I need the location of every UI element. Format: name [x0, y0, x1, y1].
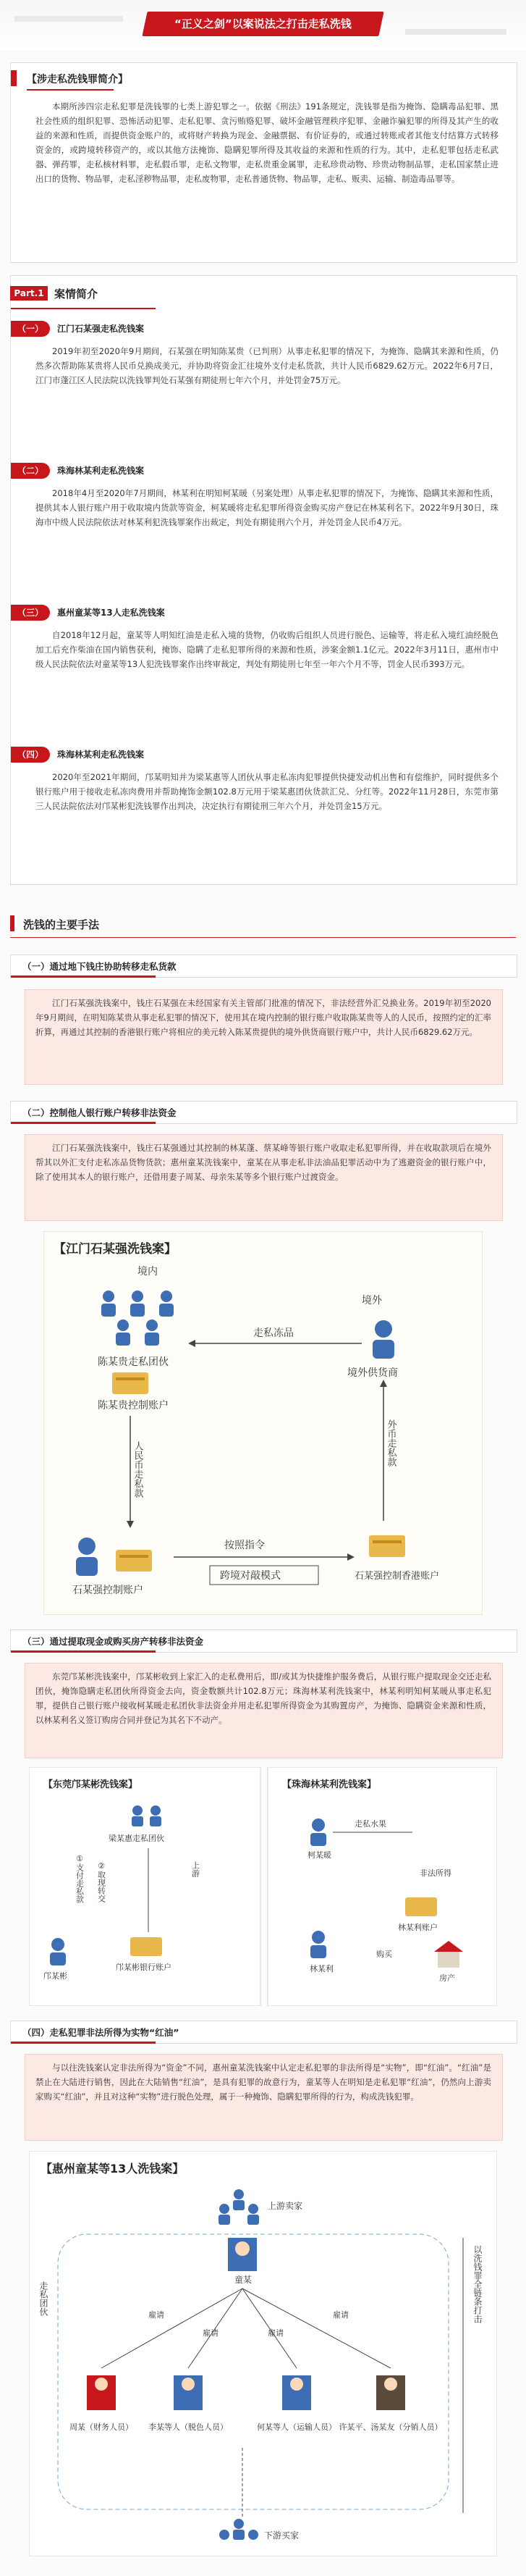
svg-text:①支付走私款: ①支付走私款 [75, 1854, 85, 1903]
svg-text:外币走私款: 外币走私款 [385, 1419, 396, 1467]
domestic-label: 境内 [137, 1266, 158, 1277]
role-1-icon [87, 2375, 116, 2410]
case-1-text: 2019年初至2020年9月期间，石某强在明知陈某贵（已判刑）从事走私犯罪的情况下，为掩饰、隐瞒其来源和性质，仍然多次帮助陈某贵将人民币兑换成美元，并协助将资金汇往境外支付走私货款，共计人民币6829.62万元。2022年6月7日，江门市蓬江区人民法院以洗钱罪判处石某强有期徒刑七年六个月，并处罚金75万元。 [35, 346, 499, 385]
part1-section [10, 275, 517, 885]
svg-text:上游: 上游 [190, 1861, 200, 1877]
chain-label [472, 2245, 483, 2323]
lin-label: 林某利 [310, 1964, 334, 1973]
case-2-header: （二） 珠海林某利走私洗钱案 [11, 463, 445, 479]
upstream-label [191, 1860, 200, 1878]
supplier-label: 境外供货商 [347, 1367, 398, 1379]
diagram-shi-case [43, 1231, 483, 1615]
method-1-text: 江门石某强洗钱案中，钱庄石某强在未经国家有关主管部门批准的情况下，非法经营外汇兑换业务。2019年初至2020年9月期间，在明知陈某贵从事走私犯罪的情况下，使用其在境内控制的银行账户收取陈某贵等人的人民币，按照约定的汇率折算，再通过其控制的香港银行账户将相应的美元转入陈某贵提供的境外供货商银行账户中，共计人民币6829.62万元。 [35, 998, 491, 1037]
hire-label-2: 雇请 [203, 2328, 219, 2338]
illegal-funds-label: 非法所得 [420, 1868, 451, 1878]
diagram-tong-case [29, 2151, 497, 2556]
rmb-label [132, 1441, 144, 1498]
left-case-title: 【东莞邝某彬洗钱案】 [43, 1779, 138, 1790]
hk-card-icon [369, 1535, 405, 1557]
method-3-box [25, 1663, 503, 1758]
right-case-title: 【珠海林某利洗钱案】 [282, 1779, 377, 1790]
diagram3-title: 【惠州童某等13人洗钱案】 [41, 2162, 184, 2176]
role-1-label: 周某（财务人员） [69, 2422, 133, 2432]
buy-house-label: 购买 [376, 1950, 392, 1959]
case-2-text: 2018年4月至2020年7月期间，林某利在明知柯某暖（另案处理）从事走私犯罪的情况下，为掩饰、隐瞒其来源和性质，提供其本人银行账户用于收取境内货款等资金，柯某暖将走私犯罪所得资金购买房产登记在林某利名下。2022年9月30日，珠海市中级人民法院依法对林某利犯洗钱罪案作出裁定，判处有期徒刑六个月，并处罚金人民币4万元。 [35, 488, 499, 527]
case-3-header: （三） 惠州童某等13人走私洗钱案 [11, 605, 445, 621]
part2-title: 洗钱的主要手法 [23, 918, 100, 931]
lin-account-label: 林某利账户 [398, 1923, 438, 1932]
gang-card-icon [112, 1372, 148, 1394]
kuang-account-label: 邝某彬银行账户 [116, 1963, 171, 1972]
method-4-header: （四）走私犯罪非法所得为实物“红油” [10, 2021, 517, 2044]
role-4-icon [376, 2375, 405, 2410]
overseas-label: 境外 [362, 1295, 382, 1306]
hire-label-3: 雇请 [268, 2328, 284, 2338]
mode-label: 跨境对敲模式 [220, 1570, 281, 1582]
banner-title: “正义之剑”以案说法之打击走私洗钱 [142, 12, 383, 36]
method-1-box [25, 989, 503, 1085]
cash-out-label [97, 1861, 106, 1902]
role-4-label: 许某平、汤某友（分销人员） [339, 2422, 443, 2432]
gang-label [38, 2281, 48, 2316]
method-2-box [25, 1134, 503, 1221]
house-label: 房产 [439, 1973, 455, 1983]
method-3-header: （三）通过提取现金或购买房产转移非法资金 [10, 1629, 517, 1653]
kuang-label: 邝某彬 [43, 1971, 67, 1981]
kuang-card-icon [130, 1937, 162, 1956]
gang-label: 陈某贵走私团伙 [98, 1356, 169, 1368]
tong-icon [228, 2238, 257, 2271]
method-2-text: 江门石某强洗钱案中，钱庄石某强通过其控制的林某蓬、蔡某峰等银行账户收取走私犯罪所得，并在收取款项后在境外帮其以外汇支付走私冻品货物货款；惠州童某洗钱案中，童某在从事走私非法油品犯罪活动中为了逃避资金的银行账户中，除了使用其本人的银行账户，还借用妻子周某、母亲朱某等多个银行账户过渡资金。 [35, 1143, 491, 1182]
fruit-label: 走私水果 [355, 1819, 386, 1829]
method-4-box [25, 2054, 503, 2141]
role-2-icon [174, 2375, 203, 2410]
case-4-header: （四） 珠海林某利走私洗钱案 [11, 747, 445, 763]
tong-label: 童某 [234, 2275, 253, 2285]
svg-text:走私团伙: 走私团伙 [38, 2281, 48, 2316]
part1-tag: Part.1 [10, 286, 48, 301]
intro-section [10, 62, 517, 263]
liang-gang-label: 梁某惠走私团伙 [109, 1834, 164, 1843]
gang-account-label: 陈某贵控制账户 [98, 1400, 169, 1411]
part2-header [10, 905, 516, 941]
goods-label: 走私冻品 [253, 1327, 294, 1339]
instruction-label: 按照指令 [224, 1540, 265, 1551]
role-3-icon [282, 2375, 311, 2410]
role-2-label: 李某等人（脱色人员） [148, 2422, 228, 2432]
ke-label: 柯某暖 [307, 1850, 331, 1860]
svg-text:②取现转交: ②取现转交 [96, 1861, 106, 1902]
upstream-seller-label: 上游卖家 [268, 2201, 303, 2211]
svg-text:以洗钱罪全链条打击: 以洗钱罪全链条打击 [472, 2245, 483, 2323]
diagram1-title: 【江门石某强洗钱案】 [54, 1242, 177, 1256]
shi-account-label: 石某强控制账户 [72, 1585, 143, 1596]
method-1-header: （一）通过地下钱庄协助转移走私货款 [10, 955, 517, 978]
hire-label-4: 雇请 [333, 2310, 349, 2320]
method-4-text: 与以往洗钱案认定非法所得为“资金”不同，惠州童某洗钱案中认定走私犯罪的非法所得是“实物”，即“红油”。“红油”是禁止在大陆进行销售，因此在大陆销售“红油”，是具有犯罪的故意行为，童某等人在明知是走私犯罪“红油”，仍然向上游卖家购买“红油”，并且对这种“实物”进行脱色处理，属于一种掩饰、隐瞒犯罪所得的行为，构成洗钱犯罪。 [35, 2063, 492, 2102]
hk-account-label: 石某强控制香港账户 [355, 1571, 440, 1582]
part1-title: 案情简介 [54, 288, 98, 301]
role-3-label: 何某等人（运输人员） [257, 2422, 336, 2432]
diagram-kuang-lin-cases [29, 1767, 497, 2006]
intro-title: 【涉走私洗钱罪简介】 [27, 74, 128, 85]
case-4-text: 2020年至2021年期间，邝某明知并为梁某惠等人团伙从事走私冻肉犯罪提供快捷发动机出售和有偿维护，同时提供多个银行账户用于接收走私冻肉费用并帮助掩饰金额102.8万元用于梁某惠团伙货款汇兑、分红等。2022年11月28日，东莞市第三人民法院依法对邝某彬犯洗钱罪作出判决，决定执行有期徒刑三年六个月，并处罚金15万元。 [35, 772, 499, 811]
fx-label [386, 1419, 397, 1467]
case-1-header: （一） 江门石某强走私洗钱案 [11, 321, 445, 337]
intro-text: 本期所涉四宗走私犯罪是洗钱罪的七类上游犯罪之一。依据《刑法》191条规定，洗钱罪是指为掩饰、隐瞒毒品犯罪、黑社会性质的组织犯罪、恐怖活动犯罪、走私犯罪、贪污贿赂犯罪、破坏金融管理秩序犯罪、金融诈骗犯罪的所得及其产生的收益的来源和性质，而提供资金账户的，或将财产转换为现金、金融票据、有价证券的，或通过转账或者其他支付结算方式转移资金的，或跨境转移资产的，或以其他方法掩饰、隐瞒犯罪所得及其收益的来源和性质的行为。其中，走私犯罪包括走私武器、弹药罪，走私核材料罪，走私假币罪，走私文物罪，走私贵重金属罪，走私珍贵动物、珍贵动物制品罪，走私国家禁止进出口的货物、物品罪，走私淫秽物品罪，走私废物罪，走私普通货物、物品罪，走私、贩卖、运输、制造毒品罪等。 [35, 101, 499, 184]
case-3-text: 自2018年12月起，童某等人明知红油是走私入境的货物，仍收购后组织人员进行脱色、运输等，将走私入境红油经脱色加工后充作柴油在国内销售获利，掩饰、隐瞒了走私犯罪所得的来源和性质，涉案金额1.1亿元。2022年3月11日，惠州市中级人民法院依法对童某等13人犯洗钱罪案作出终审裁定，判处有期徒刑七年至一年六个月不等，罚金人民币393万元。 [35, 630, 499, 669]
pay-label [75, 1854, 85, 1903]
shi-card-icon [116, 1550, 152, 1572]
method-3-text: 东莞邝某彬洗钱案中，邝某彬收到上家汇入的走私费用后，即/或其为快捷维护服务费后，从银行账户提取现金交还走私团伙，掩饰隐瞒走私团伙所得资金去向，资金数额共计102.8万元；珠海林某利洗钱案中，林某利明知柯某暖从事走私犯罪，提供自己银行账户接收柯某暖走私团伙非法资金并用走私犯罪所得资金为其购置房产，为掩饰、隐瞒资金来源和性质，以林某利名义签订购房合同并登记为其名下不动产。 [35, 1671, 491, 1725]
hire-label-1: 雇请 [148, 2310, 164, 2320]
method-2-header: （二）控制他人银行账户转移非法资金 [10, 1101, 517, 1124]
lin-card-icon [405, 1897, 437, 1916]
svg-text:人民币走私款: 人民币走私款 [132, 1441, 143, 1498]
downstream-buyer-label: 下游买家 [264, 2530, 300, 2541]
banner [0, 0, 526, 51]
